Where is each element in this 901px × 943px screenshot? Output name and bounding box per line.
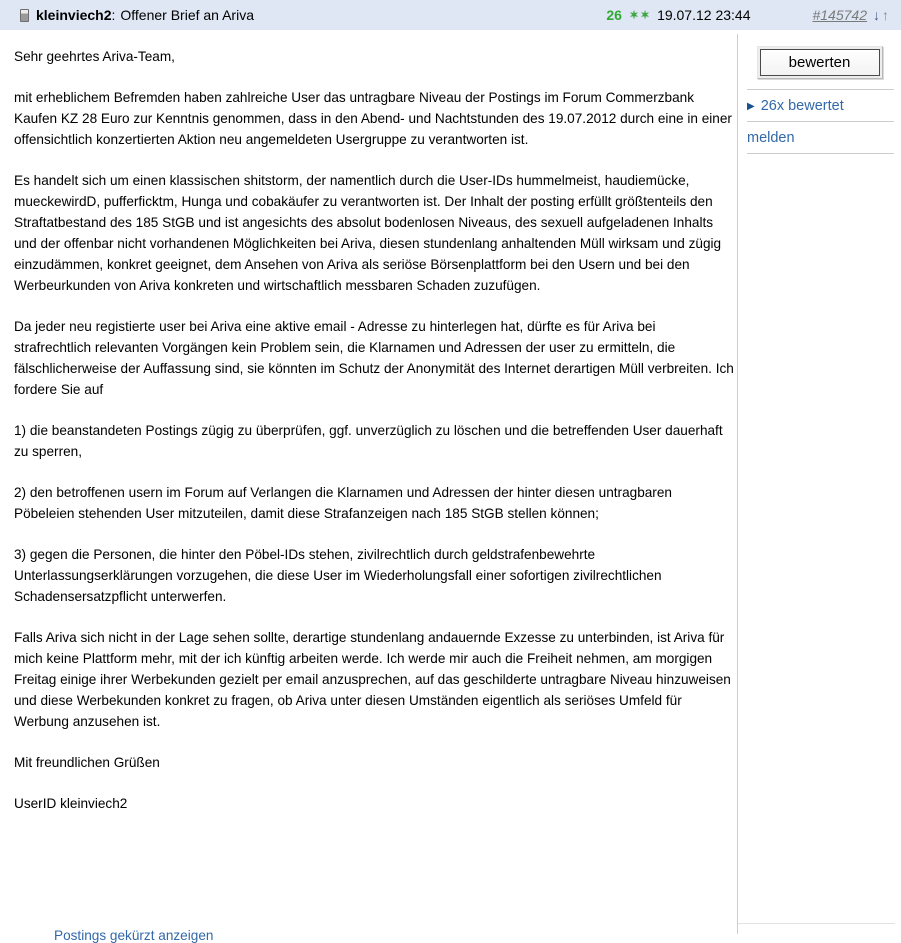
post-paragraph: Es handelt sich um einen klassischen shitstorm, der namentlich durch die User-IDs hummelmeist, haudiemücke, mueckewirdD, pufferficktm, Hunga und cobakäufer zu verantworten ist. Der Inhalt der posting erfüllt größtenteils den Straftatbestand des 185 StGB und ist angesichts des absolut bodenlosen Niveaus, des sexuell aufgeladenen Inhalts und der offenbar nicht vorhandenen Möglichkeiten bei Ariva, diesen stundenlang anhaltenden Müll wirksam und zügig einzudämmen, konkret geeignet, dem Ansehen von Ariva als seriöse Börsenplattform bei den Usern und bei den Werbeurkunden von Ariva konkreten und wirtschaftlich messbaren Schaden zuzufügen. [14,173,722,293]
rate-button-label: bewerten [760,49,880,76]
post-body [14,30,736,834]
sidebar-vertical-divider [737,34,738,934]
post-paragraph: 3) gegen die Personen, die hinter den Pöbel-IDs stehen, zivilrechtlich durch geldstrafenbewehrte Unterlassungserklärungen vorzugehen, die diese User im Wiederholungsfall einer sofortigen zivilrechtlichen Schadensersatzpflicht unterwerfen. [14,547,662,604]
post-paragraph: Da jeder neu registierte user bei Ariva eine aktive email - Adresse zu hinterlegen hat, dürfte es für Ariva bei strafrechtlich relevanten Vorgängen kein Problem sein, die Klarnamen und Adressen der user zu ermitteln, die fälschlicherweise der Auffassung sind, sie könnten im Schutz der Anonymität des Internet derartigen Müll verbreiten. Ich fordere Sie auf [14,319,734,397]
post-paragraph: 1) die beanstandeten Postings zügig zu überprüfen, ggf. unverzüglich zu löschen und die betreffenden User dauerhaft zu sperren, [14,423,723,459]
rated-link-row[interactable] [747,98,901,114]
post-paragraph: mit erheblichem Befremden haben zahlreiche User das untragbare Niveau der Postings im Forum Commerzbank Kaufen KZ 28 Euro zur Kenntnis genommen, dass in den Abend- und Nachtstunden des 19.07.2012 durch eine in einer offensichtlich konzertierten Aktion neu angemeldeten Usergruppe zu verantworten ist. [14,90,732,147]
arrow-down-icon[interactable]: ↓ [873,7,880,23]
userid-line: UserID kleinviech2 [14,796,128,811]
clipped-posting-link[interactable]: Postings gekürzt anzeigen [54,928,214,943]
sidebar-divider [747,89,894,90]
arrow-up-icon[interactable]: ↑ [882,7,889,23]
report-link-row[interactable] [747,130,901,146]
rated-count-link[interactable]: 26x bewertet [760,98,844,114]
post-id-link[interactable]: #145742 [812,7,867,23]
sidebar-bottom-divider [738,923,895,924]
header-right-group [606,7,889,23]
post-header-bar [0,0,901,30]
stars-icon: ✶✶ [628,8,652,22]
post-paragraph: Sehr geehrtes Ariva-Team, [14,49,175,64]
triangle-right-icon: ▶ [747,100,755,112]
memo-icon [20,9,29,22]
sidebar-divider [747,121,894,122]
header-colon: : [111,7,116,23]
signature-line: Mit freundlichen Grüßen [14,755,160,770]
author-link[interactable]: kleinviech2 [36,7,112,23]
timestamp: 19.07.12 23:44 [657,7,751,23]
rate-button[interactable] [757,46,883,79]
rating-count: 26 [606,7,622,23]
post-paragraph: 2) den betroffenen usern im Forum auf Verlangen die Klarnamen und Adressen der hinter diesen untragbaren Pöbeleien stehenden User mitzuteilen, damit diese Strafanzeigen nach 185 StGB stellen können; [14,485,672,521]
sidebar [738,30,901,154]
post-title: Offener Brief an Ariva [120,7,254,23]
report-link[interactable]: melden [747,130,795,146]
sidebar-divider [747,153,894,154]
post-paragraph: Falls Ariva sich nicht in der Lage sehen sollte, derartige stundenlang andauernde Exzesse zu unterbinden, ist Ariva für mich keine Plattform mehr, mit der ich künftig arbeiten werde. Ich werde mir auch die Freiheit nehmen, am morgigen Freitag einige ihrer Werbekunden gezielt per email anzusprechen, auf das geschilderte untragbare Niveau hinzuweisen und diese Werbekunden konkret zu fragen, ob Ariva unter diesen Umständen eigentlich als seriöses Umfeld für Werbung anzusehen ist. [14,630,731,729]
